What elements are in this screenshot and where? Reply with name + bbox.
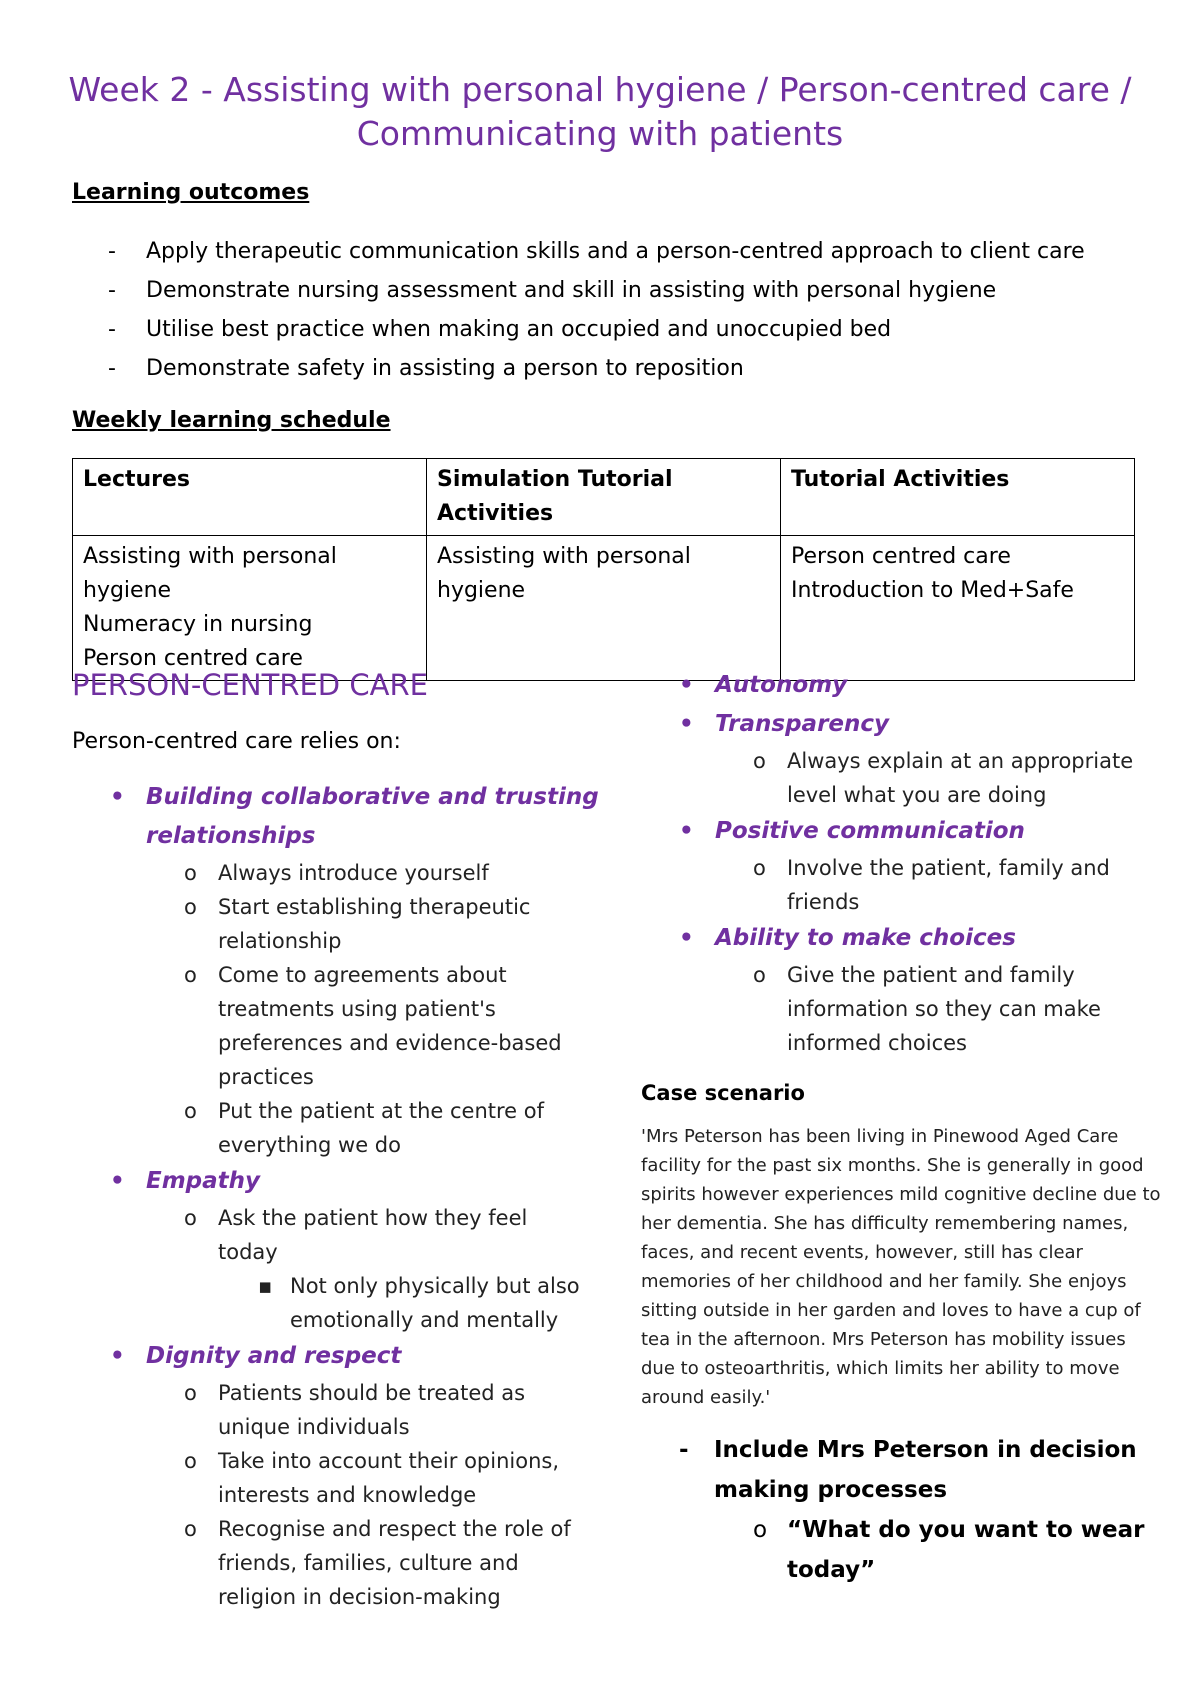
left-column xyxy=(72,724,612,1614)
sub-item: o Patients should be treated as xyxy=(184,1381,526,1405)
pcc-intro: Person-centred care relies on: xyxy=(72,729,401,754)
table-header-cell: Tutorial Activities xyxy=(781,459,1135,536)
bullet-title: • Transparency xyxy=(679,711,890,737)
cell-line: hygiene xyxy=(437,578,526,603)
pcc-heading: PERSON-CENTRED CARE xyxy=(72,668,428,702)
sub-item-cont: everything we do xyxy=(218,1133,401,1157)
sub-item: o Ask the patient how they feel xyxy=(184,1206,528,1230)
right-column xyxy=(641,666,1161,1590)
bullet-title: • Empathy xyxy=(110,1168,261,1194)
sub-item-cont: practices xyxy=(218,1065,314,1089)
sub-item: o Come to agreements about xyxy=(184,963,507,987)
bullet-title: • Autonomy xyxy=(679,672,848,698)
cell-line: Assisting with personal xyxy=(437,544,691,569)
sub-item: o Recognise and respect the role of xyxy=(184,1517,571,1541)
sub-item-cont: interests and knowledge xyxy=(218,1483,477,1507)
sub-item: o Involve the patient, family and xyxy=(753,856,1110,880)
case-quote-cont: today” xyxy=(787,1557,876,1583)
case-scenario-heading: Case scenario xyxy=(641,1081,805,1105)
cell-line: Person centred care xyxy=(791,544,1011,569)
cell-line: Assisting with personal xyxy=(83,544,337,569)
sub-item: o Put the patient at the centre of xyxy=(184,1099,544,1123)
bullet-title: • Building collaborative and trusting xyxy=(110,784,599,810)
sub-item-cont: unique individuals xyxy=(218,1415,410,1439)
table-header-row xyxy=(73,459,1135,536)
table-header-cell: Lectures xyxy=(73,459,427,536)
learning-outcomes-heading: Learning outcomes xyxy=(72,180,310,205)
sub-item: o Start establishing therapeutic xyxy=(184,895,531,919)
sub-item-cont: today xyxy=(218,1240,278,1264)
cell-line: hygiene xyxy=(83,578,172,603)
sub-item-cont: information so they can make xyxy=(787,997,1101,1021)
sub-item-cont: informed choices xyxy=(787,1031,967,1055)
bullet-title: • Ability to make choices xyxy=(679,925,1016,951)
sub-sub-item-cont: emotionally and mentally xyxy=(290,1308,559,1332)
list-item: - Demonstrate nursing assessment and skill in assisting with personal hygiene xyxy=(72,271,1085,310)
sub-item: o Always explain at an appropriate xyxy=(753,749,1134,773)
sub-item-cont: level what you are doing xyxy=(787,783,1047,807)
schedule-heading: Weekly learning schedule xyxy=(72,408,391,433)
table-cell-simulation xyxy=(427,536,781,681)
list-item: - Demonstrate safety in assisting a person to reposition xyxy=(72,349,1085,388)
sub-item: o Take into account their opinions, xyxy=(184,1449,560,1473)
schedule-table xyxy=(72,458,1135,681)
cell-line: Numeracy in nursing xyxy=(83,612,313,637)
sub-item-cont: friends, families, culture and xyxy=(218,1551,519,1575)
table-cell-tutorial xyxy=(781,536,1135,681)
bullet-title: • Positive communication xyxy=(679,818,1025,844)
bullet-title: • Dignity and respect xyxy=(110,1343,402,1369)
case-scenario-text: 'Mrs Peterson has been living in Pinewood Aged Care facility for the past six months. She is generally in good spirits however experiences mild cognitive decline due to her dementia. She has difficulty remembering names, faces, and recent events, however, still has clear memories of her childhood and her family. She enjoys sitting outside in her garden and loves to have a cup of tea in the afternoon. Mrs Peterson has mobility issues due to osteoarthritis, which limits her ability to move around easily.' xyxy=(641,1126,1161,1408)
list-item: - Utilise best practice when making an occupied and unoccupied bed xyxy=(72,310,1085,349)
cell-line: Introduction to Med+Safe xyxy=(791,578,1074,603)
table-row xyxy=(73,536,1135,681)
sub-item: o Always introduce yourself xyxy=(184,861,489,885)
page-title: Week 2 - Assisting with personal hygiene / Person-centred care / Communicating with patients xyxy=(68,70,1132,153)
case-point: - Include Mrs Peterson in decision xyxy=(679,1437,1137,1463)
sub-item-cont: friends xyxy=(787,890,860,914)
learning-outcomes-list xyxy=(72,232,1085,388)
case-point-cont: making processes xyxy=(714,1477,948,1503)
list-item: - Apply therapeutic communication skills and a person-centred approach to client care xyxy=(72,232,1085,271)
sub-item-cont: relationship xyxy=(218,929,342,953)
table-cell-lectures xyxy=(73,536,427,681)
case-quote: o “What do you want to wear xyxy=(753,1517,1145,1543)
sub-item-cont: preferences and evidence-based xyxy=(218,1031,562,1055)
sub-item-cont: religion in decision-making xyxy=(218,1585,501,1609)
sub-item-cont: treatments using patient's xyxy=(218,997,496,1021)
sub-item: o Give the patient and family xyxy=(753,963,1075,987)
sub-sub-item: ▪ Not only physically but also xyxy=(258,1274,580,1298)
bullet-title-cont: relationships xyxy=(146,823,316,849)
table-header-cell: Simulation Tutorial Activities xyxy=(427,459,781,536)
cell-line: Person centred care xyxy=(83,646,303,671)
